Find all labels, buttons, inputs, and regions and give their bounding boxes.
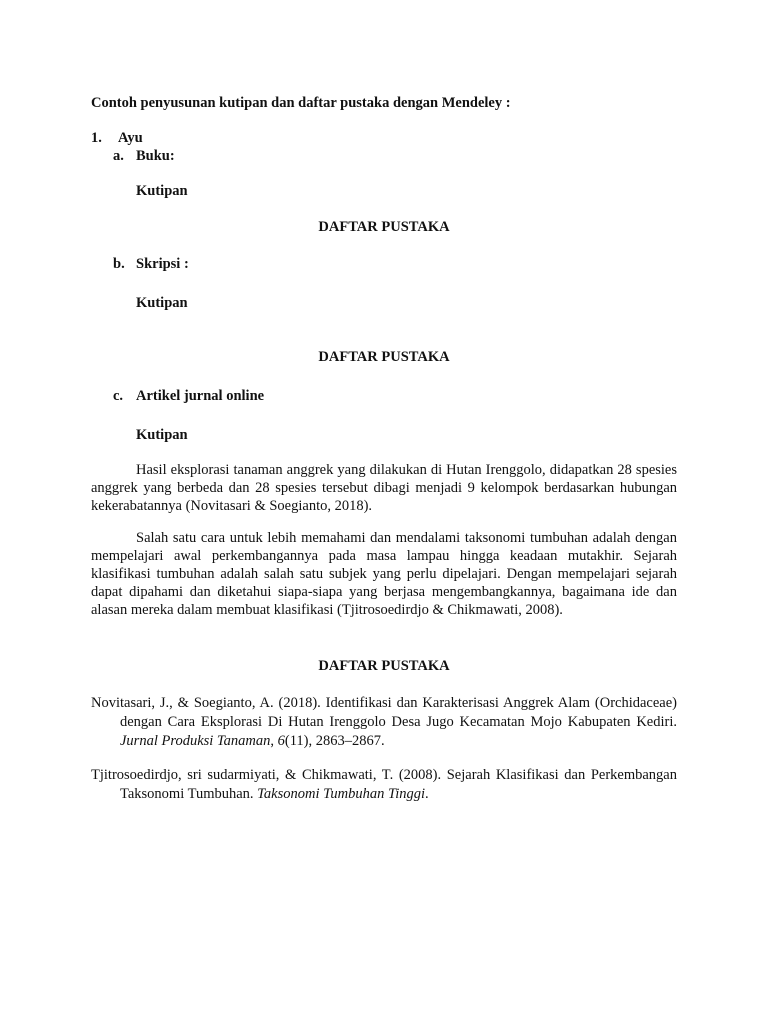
list-number: 1. [91,130,102,146]
paragraph-2 [91,529,677,619]
reference-1-pages: (11), 2863–2867. [284,733,385,749]
paragraph-1 [91,461,677,515]
reference-2 [91,766,677,804]
paragraph-2-text: Salah satu cara untuk lebih memahami dan mendalami taksonomi tumbuhan adalah dengan mempelajari awal perkembangannya pada masa lampau hingga keadaan mutakhir. Sejarah klasifikasi tumbuhan adalah salah satu subjek yang perlu dipelajari. Dengan mempelajari sejarah dapat dipahami dan diketahui siapa-siapa yang berjasa mengembangkannya, bagaimana ide dan alasan mereka dalam membuat klasifikasi (Tjitrosoedirdjo & Chikmawati, 2008). [91,530,677,618]
reference-2-end: . [425,786,429,802]
reference-1-volume: 6 [277,733,285,749]
paragraph-1-text: Hasil eksplorasi tanaman anggrek yang dilakukan di Hutan Irenggolo, didapatkan 28 spesies anggrek yang berbeda dan 28 spesies tersebut dibagi menjadi 9 kelompok berdasarkan hubungan kekerabatannya (Novitasari & Soegianto, 2018). [91,462,677,514]
reference-2-journal: Taksonomi Tumbuhan Tinggi [257,786,426,802]
section-b-daftar-pustaka: DAFTAR PUSTAKA [318,349,450,365]
reference-1-journal: Jurnal Produksi Tanaman [120,733,271,749]
section-a-daftar-pustaka: DAFTAR PUSTAKA [318,219,450,235]
section-b-title: Skripsi : [136,256,189,272]
section-c-title: Artikel jurnal online [136,388,265,404]
section-c-kutipan: Kutipan [136,427,188,443]
section-c-daftar-pustaka: DAFTAR PUSTAKA [318,658,450,674]
section-a-title: Buku: [136,148,175,164]
section-a-letter: a. [113,148,124,164]
reference-1-text: Novitasari, J., & Soegianto, A. (2018). Identifikasi dan Karakterisasi Anggrek Alam (Orchidaceae) dengan Cara Eksplorasi Di Hutan Irenggolo Desa Jugo Kecamatan Mojo Kabupaten Kediri. [91,695,677,730]
reference-1-separator: , [270,733,278,749]
section-b-letter: b. [113,256,125,272]
section-b-kutipan: Kutipan [136,295,188,311]
person-name: Ayu [118,130,143,146]
section-c-letter: c. [113,388,124,404]
reference-1 [91,694,677,751]
reference-2-text: Tjitrosoedirdjo, sri sudarmiyati, & Chikmawati, T. (2008). Sejarah Klasifikasi dan Perkembangan Taksonomi Tumbuhan. [91,767,677,802]
section-a-kutipan: Kutipan [136,183,188,199]
page-heading: Contoh penyusunan kutipan dan daftar pustaka dengan Mendeley : [91,95,511,111]
